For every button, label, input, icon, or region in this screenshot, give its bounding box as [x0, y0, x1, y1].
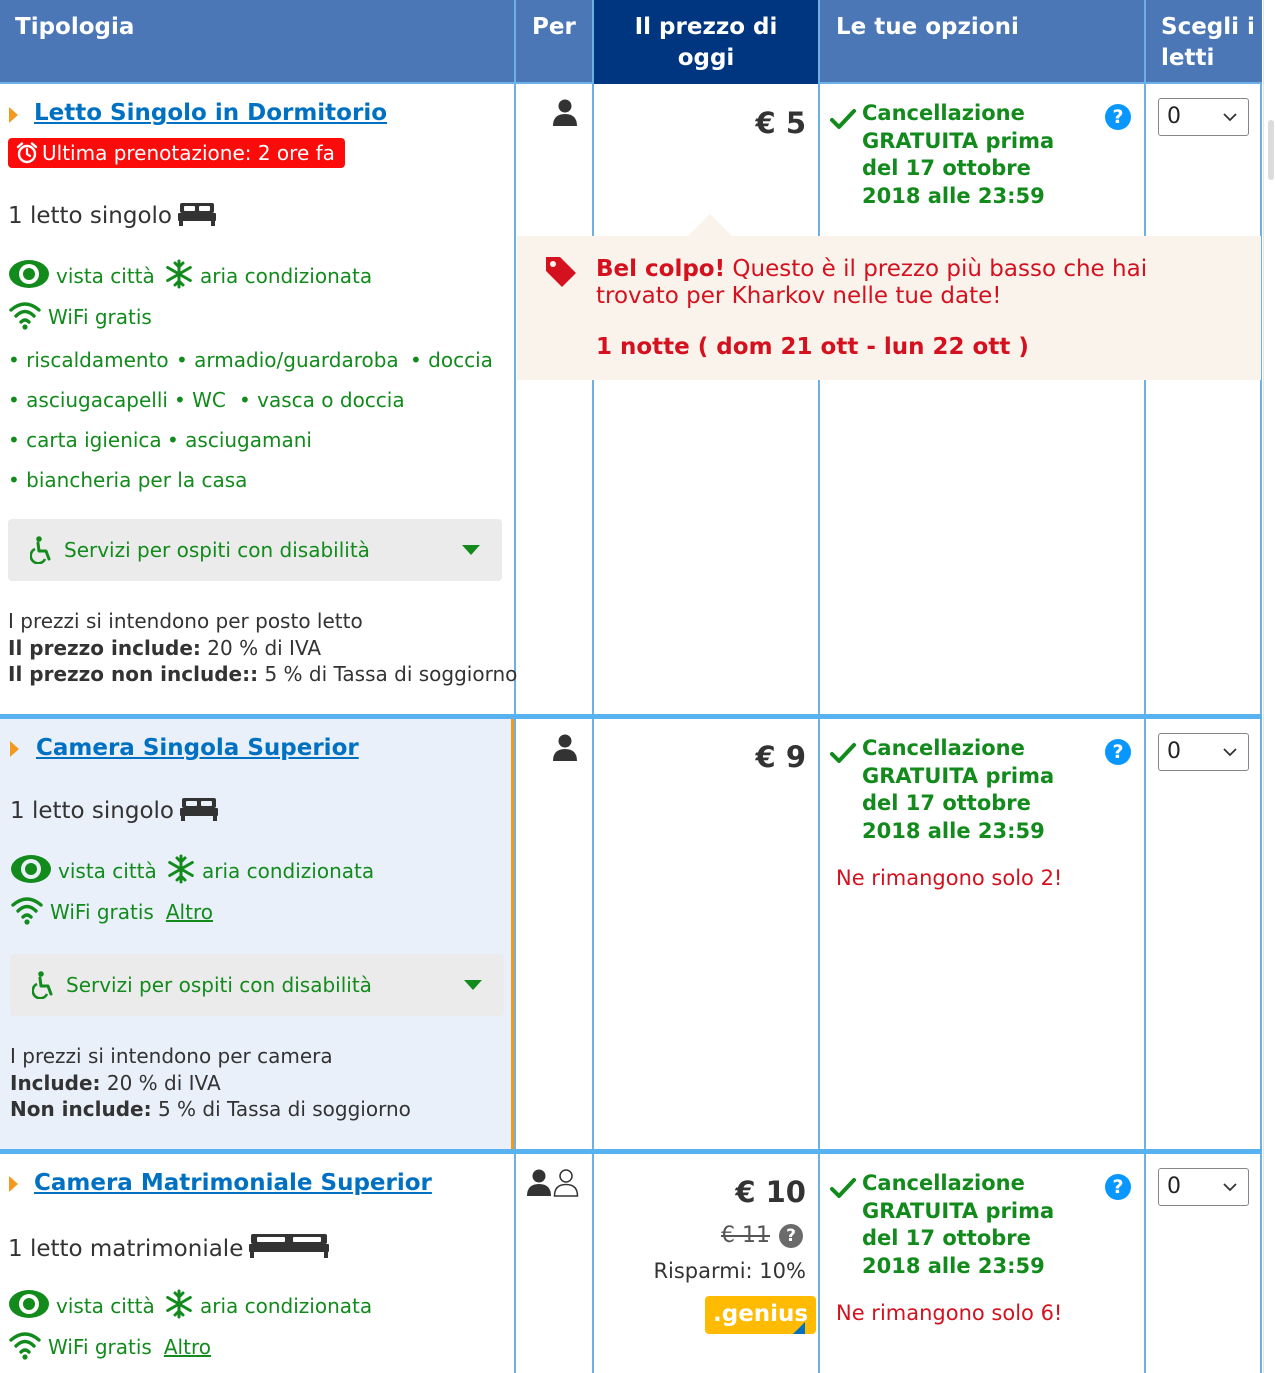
- deal-message: Bel colpo! Questo è il prezzo più basso che hai trovato per Kharkov nelle tue date!: [596, 256, 1148, 309]
- help-icon[interactable]: ?: [779, 1224, 803, 1248]
- bed-text: 1 letto singolo: [8, 203, 172, 229]
- amenity-item: • carta igienica: [8, 428, 162, 452]
- column-divider: [818, 84, 820, 236]
- facility-view-label: vista città: [56, 264, 155, 288]
- facility-wifi: [8, 300, 152, 330]
- snowflake-icon: [166, 854, 196, 884]
- bed-text: 1 letto matrimoniale: [8, 1236, 244, 1262]
- caret-right-icon: [9, 1176, 18, 1192]
- amenity-item: • asciugamani: [167, 428, 312, 452]
- caret-right-icon: [9, 107, 18, 123]
- availability-warning: Ne rimangono solo 2!: [836, 866, 1063, 890]
- help-icon[interactable]: ?: [1105, 739, 1131, 765]
- room-price: € 10: [735, 1175, 806, 1209]
- policy-line: Include: 20 % di IVA: [10, 1070, 221, 1095]
- more-facilities-link[interactable]: Altro: [163, 1335, 211, 1359]
- facility-ac-label: aria condizionata: [202, 859, 375, 883]
- chevron-down-icon: [464, 980, 482, 990]
- checkmark-icon: [830, 742, 856, 764]
- amenity-item: • doccia: [410, 348, 493, 372]
- header-price: Il prezzo di oggi: [594, 0, 818, 84]
- facility-view: [8, 1289, 155, 1319]
- facility-wifi: [10, 895, 213, 925]
- facility-ac: [164, 259, 372, 289]
- header-per: Per: [532, 14, 576, 40]
- policy-line: I prezzi si intendono per camera: [10, 1044, 333, 1068]
- wheelchair-icon: [30, 536, 54, 564]
- checkmark-icon: [830, 108, 856, 130]
- scrollbar-thumb[interactable]: [1268, 120, 1274, 180]
- bed-info: [10, 796, 218, 824]
- chevron-down-icon: [462, 545, 480, 555]
- availability-warning: Ne rimangono solo 6!: [836, 1301, 1063, 1325]
- price-policy: [8, 608, 517, 688]
- facility-view: [8, 259, 155, 289]
- snowflake-icon: [164, 259, 194, 289]
- two-persons-icon: [526, 1168, 580, 1198]
- original-price: € 11: [721, 1223, 770, 1248]
- facility-ac: [166, 854, 374, 884]
- row-separator: [0, 1149, 1262, 1154]
- room-name-link[interactable]: Letto Singolo in Dormitorio: [34, 100, 388, 126]
- snowflake-icon: [164, 1289, 194, 1319]
- facility-wifi-label: WiFi gratis: [48, 305, 152, 329]
- bed-info: [8, 1232, 329, 1262]
- column-divider: [514, 84, 516, 1373]
- amenity-item: • WC: [174, 388, 226, 412]
- amenity-item: • riscaldamento: [8, 348, 169, 372]
- room-price: € 9: [755, 740, 806, 774]
- person-icon: [552, 99, 578, 127]
- facility-ac-label: aria condizionata: [200, 264, 373, 288]
- amenity-item: • biancheria per la casa: [8, 468, 248, 492]
- room-name-link[interactable]: Camera Singola Superior: [36, 735, 359, 761]
- bed-text: 1 letto singolo: [10, 798, 174, 824]
- chevron-down-icon: [1222, 1182, 1238, 1192]
- table-header: [0, 0, 1262, 84]
- column-divider: [818, 380, 820, 1373]
- facility-wifi-label: WiFi gratis: [48, 1335, 152, 1359]
- cancellation-policy: Cancellazione GRATUITA prima del 17 ottobre 2018 alle 23:59: [862, 736, 1055, 843]
- policy-line: Il prezzo include: 20 % di IVA: [8, 635, 322, 660]
- column-divider: [1144, 380, 1146, 1373]
- chevron-down-icon: [1222, 112, 1238, 122]
- genius-badge: .genius: [705, 1296, 816, 1334]
- cancellation-policy: Cancellazione GRATUITA prima del 17 ottobre 2018 alle 23:59: [862, 1171, 1055, 1278]
- bed-quantity-select[interactable]: [1158, 733, 1249, 771]
- bed-quantity-select[interactable]: [1158, 1168, 1249, 1206]
- wheelchair-icon: [32, 971, 56, 999]
- facility-view-label: vista città: [56, 1294, 155, 1318]
- policy-line: Non include: 5 % di Tassa di soggiorno: [10, 1097, 411, 1121]
- column-divider: [592, 84, 594, 236]
- room-name-link[interactable]: Camera Matrimoniale Superior: [34, 1170, 432, 1196]
- header-divider: [1144, 0, 1146, 84]
- header-divider: [514, 0, 516, 84]
- checkmark-icon: [830, 1177, 856, 1199]
- select-value: 0: [1167, 1174, 1181, 1199]
- help-icon[interactable]: ?: [1105, 104, 1131, 130]
- header-divider: [818, 0, 820, 84]
- amenity-item: • vasca o doccia: [239, 388, 405, 412]
- alarm-clock-icon: [16, 142, 38, 164]
- page-scrollbar[interactable]: [1263, 0, 1275, 1373]
- wifi-icon: [8, 1330, 42, 1360]
- urgency-badge: [8, 138, 345, 168]
- header-type: Tipologia: [15, 14, 135, 40]
- cancellation-policy: Cancellazione GRATUITA prima del 17 ottobre 2018 alle 23:59: [862, 101, 1055, 208]
- price-tag-icon: [543, 254, 579, 288]
- price-policy: [10, 1043, 411, 1123]
- select-value: 0: [1167, 104, 1181, 129]
- bed-quantity-select[interactable]: [1158, 98, 1249, 136]
- double-bed-icon: [249, 1232, 329, 1260]
- facility-ac-label: aria condizionata: [200, 1294, 373, 1318]
- wifi-icon: [8, 300, 42, 330]
- header-choose: Scegli i letti: [1161, 14, 1255, 71]
- accessibility-label: Servizi per ospiti con disabilità: [64, 538, 370, 562]
- amenity-item: • asciugacapelli: [8, 388, 168, 412]
- bed-icon: [178, 201, 216, 227]
- bed-info: [8, 201, 216, 229]
- deal-banner-pointer: [688, 214, 732, 236]
- caret-right-icon: [10, 741, 19, 757]
- eye-icon: [10, 854, 52, 884]
- row-separator: [0, 714, 1262, 719]
- chevron-down-icon: [1222, 747, 1238, 757]
- header-options: Le tue opzioni: [836, 14, 1019, 40]
- person-icon: [552, 734, 578, 762]
- facility-ac: [164, 1289, 372, 1319]
- facility-view: [10, 854, 157, 884]
- facility-view-label: vista città: [58, 859, 157, 883]
- urgency-text: Ultima prenotazione: 2 ore fa: [42, 141, 335, 165]
- deal-nights: 1 notte ( dom 21 ott - lun 22 ott ): [596, 334, 1029, 360]
- column-divider: [1144, 84, 1146, 236]
- facility-wifi: [8, 1330, 211, 1360]
- eye-icon: [8, 259, 50, 289]
- room-price: € 5: [755, 106, 806, 140]
- accessibility-toggle[interactable]: [8, 519, 502, 581]
- eye-icon: [8, 1289, 50, 1319]
- facility-wifi-label: WiFi gratis: [50, 900, 154, 924]
- accessibility-label: Servizi per ospiti con disabilità: [66, 973, 372, 997]
- genius-badge-corner: [793, 1322, 805, 1334]
- policy-line: I prezzi si intendono per posto letto: [8, 609, 363, 633]
- amenity-item: • armadio/guardaroba: [176, 348, 399, 372]
- savings-text: Risparmi: 10%: [653, 1259, 806, 1283]
- accessibility-toggle[interactable]: [10, 954, 504, 1016]
- bed-icon: [180, 796, 218, 822]
- wifi-icon: [10, 895, 44, 925]
- policy-line: Il prezzo non include:: 5 % di Tassa di soggiorno: [8, 662, 518, 686]
- more-facilities-link[interactable]: Altro: [165, 900, 213, 924]
- select-value: 0: [1167, 739, 1181, 764]
- help-icon[interactable]: ?: [1105, 1174, 1131, 1200]
